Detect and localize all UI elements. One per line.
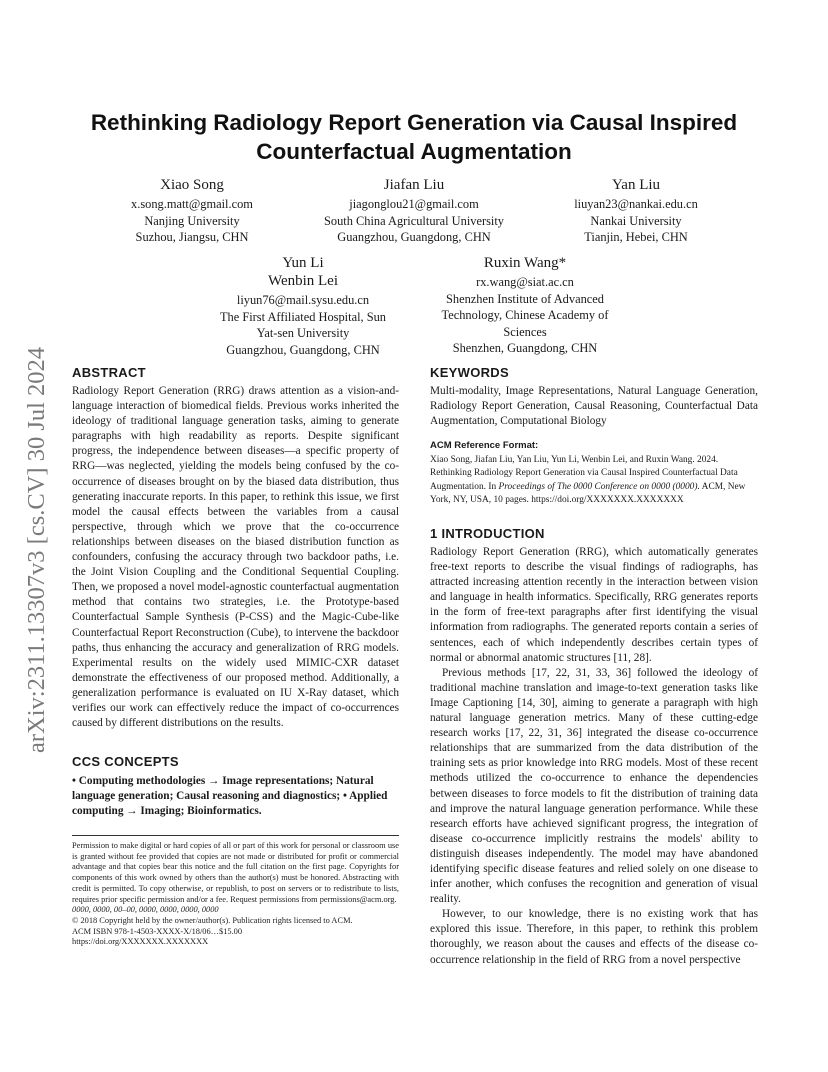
author-affiliation: Nanjing University	[144, 213, 240, 228]
footnote-rule	[72, 835, 399, 836]
author-email: x.song.matt@gmail.com	[131, 197, 253, 211]
author-location: Guangzhou, Guangdong, CHN	[226, 342, 380, 357]
author-name: Wenbin Lei	[267, 273, 339, 289]
author-block	[112, 176, 272, 246]
author-email: liuyan23@nankai.edu.cn	[574, 197, 698, 211]
author-name: Ruxin Wang*	[483, 255, 567, 271]
intro-paragraph: Previous methods [17, 22, 31, 33, 36] followed the ideology of traditional machine translation and image-to-text generation tasks like Image Captioning [14, 30], aiming to generate a paragraph with high natural language generation metrics. Many of these cutting-edge research works [17, 22, 31, 36] integrated the disease co-occurrence relationships that are summarized from the data distribution of the training sets as prior knowledge into RRG models. Most of these recent methods utilized the co-occurrence to enhance the dependencies between diseases to force models to fit the distribution of training data and improve the natural language generation performance. While these research efforts have achieved significant progress, the integration of disease co-occurrence implicitly restrains the models' ability to distinguish diseases independently. The model may have abandoned identifying specific disease features and relied solely on one disease to infer another, which confuses the recognition and generation of visual reality.	[430, 666, 758, 906]
isbn: ACM ISBN 978-1-4503-XXXX-X/18/06…$15.00	[72, 926, 243, 936]
author-email: jiagonglou21@gmail.com	[349, 197, 479, 211]
author-affiliation: Shenzhen Institute of Advanced	[446, 291, 604, 306]
author-affiliation: Yat-sen University	[256, 326, 350, 340]
footnote	[72, 841, 399, 948]
author-name: Xiao Song	[160, 177, 224, 193]
acm-ref-venue: Proceedings of The 0000 Conference on 0000 (0000).	[498, 481, 700, 492]
author-name: Yan Liu	[611, 177, 661, 193]
author-affiliation: Sciences	[503, 324, 547, 339]
doi: https://doi.org/XXXXXXX.XXXXXXX	[72, 937, 209, 947]
author-affiliation: The First Affiliated Hospital, Sun	[219, 309, 386, 324]
acm-ref-rest: ACM, New York, NY, USA, 10 pages. https://doi.org/XXXXXXX.XXXXXXX	[430, 481, 746, 506]
ccs-text: • Computing methodologies → Image representations; Natural language generation; Causal reasoning and diagnostics; • Applied computing → Imaging; Bioinformatics.	[72, 775, 388, 818]
author-affiliation: Nankai University	[590, 213, 682, 228]
intro-paragraph: Radiology Report Generation (RRG), which automatically generates free-text reports to describe the visual findings of radiographs, has attracted increasing attention recently in the interaction between vision and language in health informatics. Specifically, RRG generates reports in the form of free-text paragraphs after first identifying the visual information from radiographs. The generated reports contain a series of sentences, each of which independently describes certain types of normal or abnormal anatomic structures [11, 28].	[430, 546, 758, 664]
author-email: liyun76@mail.sysu.edu.cn	[236, 293, 370, 307]
keywords-heading: KEYWORDS	[430, 365, 509, 380]
keywords-text	[430, 384, 758, 429]
author-affiliation: South China Agricultural University	[324, 213, 504, 228]
abstract-paragraph: Radiology Report Generation (RRG) draws attention as a vision-and-language interaction of biomedical fields. Previous works inherited the ideology of traditional language generation tasks, aiming to generate paragraphs with high readability as reports. Despite significant progress, the independence between diseases—a specific property of RRG—was neglected, yielding the models being confused by the co-occurrence of diseases brought on by the biased data distribution, thus generating inaccurate reports. In this paper, to rethink this issue, we first model the causal effects between the variables from a causal perspective, through which we prove that the co-occurrence relationships between diseases on the biased distribution function as confounders, confusing the accuracy through two backdoor paths, i.e. the Joint Vision Coupling and the Conditional Sequential Coupling. Then, we proposed a novel model-agnostic counterfactual augmentation method that contains two strategies, i.e. the Prototype-based Counterfactual Sample Synthesis (P-CSS) and the Magic-Cube-like Counterfactual Report Reconstruction (Cube), to intervene the backdoor paths, thus enhancing the accuracy and generalization of RRG models. Experimental results on the widely used MIMIC-CXR dataset demonstrate the effectiveness of our proposed method. Additionally, a generalization performance is evaluated on IU X-Ray dataset, which verifies our work can effectively reduce the impact of co-occurrences caused by different distributions on the results.	[72, 385, 399, 730]
acm-ref-title: Rethinking Radiology Report Generation via Causal Inspired Counterfactual Data Augmentation. In	[430, 468, 738, 492]
copyright-notice: © 2018 Copyright held by the owner/author(s). Publication rights licensed to ACM.	[72, 915, 353, 925]
arxiv-stamp	[10, 295, 58, 755]
intro-paragraph: However, to our knowledge, there is no existing work that has explored this issue. Therefore, in this paper, to rethink this problem thoroughly, we reason about the causes and effects of the disease co-occurrence relationship in the field of RRG from a novel perspective	[430, 908, 758, 966]
abstract-heading: ABSTRACT	[72, 365, 146, 380]
author-block	[546, 176, 726, 246]
acm-ref-text	[430, 454, 758, 508]
author-location: Shenzhen, Guangdong, CHN	[452, 341, 598, 355]
author-name: Yun Li	[282, 255, 324, 271]
paper-title: Rethinking Radiology Report Generation via Causal Inspired Counterfactual Augmentation	[90, 110, 738, 164]
intro-text	[430, 545, 758, 968]
intro-heading: 1 INTRODUCTION	[430, 526, 545, 541]
author-block	[299, 176, 529, 246]
ccs-heading: CCS CONCEPTS	[72, 754, 179, 769]
acm-ref-authors: Xiao Song, Jiafan Liu, Yan Liu, Yun Li, Wenbin Lei, and Ruxin Wang. 2024.	[430, 455, 719, 465]
author-location: Guangzhou, Guangdong, CHN	[337, 230, 491, 244]
abstract-text	[72, 384, 399, 731]
author-name: Jiafan Liu	[383, 177, 445, 193]
author-affiliation: Technology, Chinese Academy of	[441, 308, 609, 322]
acm-ref-heading: ACM Reference Format:	[430, 440, 539, 451]
author-block	[203, 254, 403, 358]
author-block	[425, 254, 625, 357]
author-location: Suzhou, Jiangsu, CHN	[135, 230, 249, 244]
arxiv-id: arXiv:2311.13307v3 [cs.CV] 30 Jul 2024	[23, 346, 50, 753]
author-email: rx.wang@siat.ac.cn	[476, 275, 574, 289]
conference-info: 0000, 0000, 00–00, 0000, 0000, 0000, 0000	[72, 905, 219, 915]
permission-notice: Permission to make digital or hard copies of all or part of this work for personal or classroom use is granted without fee provided that copies are not made or distributed for profit or commercial advantage and that copies bear this notice and the full citation on the first page. Copyrights for components of this work owned by others than the author(s) must be honored. Abstracting with credit is permitted. To copy otherwise, or republish, to post on servers or to redistribute to lists, requires prior specific permission and/or a fee. Request permissions from permissions@acm.org.	[72, 841, 399, 904]
author-location: Tianjin, Hebei, CHN	[584, 230, 688, 244]
keywords-paragraph: Multi-modality, Image Representations, Natural Language Generation, Radiology Report Generation, Causal Reasoning, Counterfactual Data Augmentation, Computational Biology	[430, 385, 758, 428]
